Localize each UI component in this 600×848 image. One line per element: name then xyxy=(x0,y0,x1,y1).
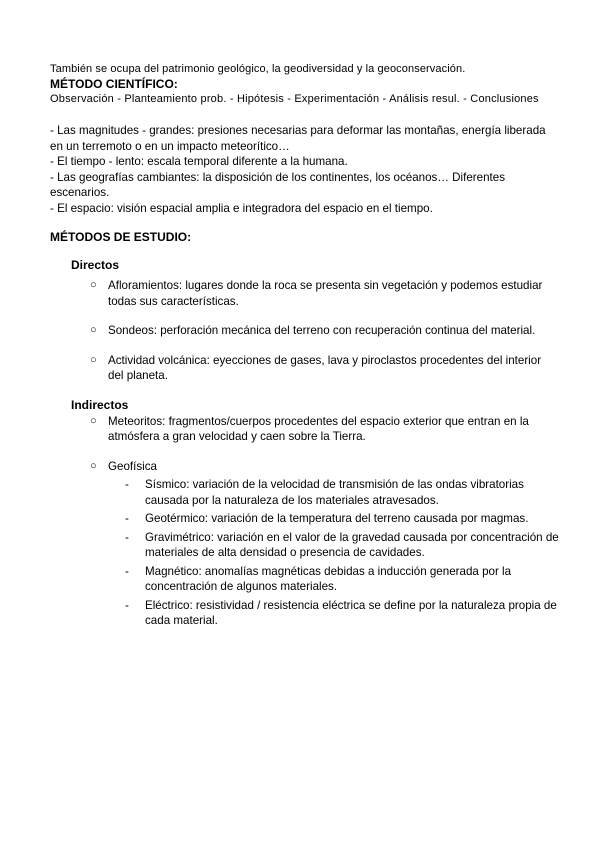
dash-bullet-icon: - xyxy=(125,530,129,544)
list-item xyxy=(125,511,560,527)
indirectos-title: Indirectos xyxy=(71,397,129,412)
list-item-text: Actividad volcánica: eyecciones de gases, lava y piroclastos procedentes del interior del planeta. xyxy=(108,353,542,382)
circle-bullet-icon: ○ xyxy=(90,353,97,366)
dash-bullet-icon: - xyxy=(125,598,129,612)
list-item xyxy=(90,353,558,384)
dash-bullet-icon: - xyxy=(125,564,129,578)
list-item xyxy=(90,323,558,339)
list-item-text: Geotérmico: variación de la temperatura del terreno causada por magmas. xyxy=(145,512,529,525)
list-item xyxy=(125,564,560,595)
list-item xyxy=(125,530,560,561)
list-item xyxy=(125,598,560,629)
list-item xyxy=(125,477,560,508)
directos-list xyxy=(50,278,560,384)
metodo-cientifico-title: MÉTODO CIENTÍFICO: xyxy=(50,77,178,91)
intro-text: También se ocupa del patrimonio geológico, la geodiversidad y la geoconservación. xyxy=(50,63,466,75)
circle-bullet-icon: ○ xyxy=(90,459,97,472)
metodo-cientifico-steps: Observación - Planteamiento prob. - Hipótesis - Experimentación - Análisis resul. - Conclusiones xyxy=(50,93,539,105)
list-item-text: Afloramientos: lugares donde la roca se presenta sin vegetación y podemos estudiar todas sus características. xyxy=(108,279,543,308)
directos-title: Directos xyxy=(71,258,120,272)
characteristic-magnitudes: - Las magnitudes - grandes: presiones necesarias para deformar las montañas, energía liberada en un terremoto o en un impacto meteorítico… xyxy=(50,124,546,153)
list-item-text: Geofísica xyxy=(108,459,157,473)
list-item xyxy=(90,414,558,445)
metodos-estudio-title: MÉTODOS DE ESTUDIO: xyxy=(50,230,192,244)
dash-bullet-icon: - xyxy=(125,512,129,525)
list-item xyxy=(90,459,558,475)
characteristic-tiempo: - El tiempo - lento: escala temporal diferente a la humana. xyxy=(50,155,348,168)
characteristic-espacio: - El espacio: visión espacial amplia e integradora del espacio en el tiempo. xyxy=(50,201,433,215)
circle-bullet-icon: ○ xyxy=(90,324,97,336)
list-item xyxy=(90,278,558,309)
list-item-text: Gravimétrico: variación en el valor de la gravedad causada por concentración de materiales de alta densidad o presencia de cavidades. xyxy=(145,530,559,559)
circle-bullet-icon: ○ xyxy=(90,279,97,291)
indirectos-list xyxy=(50,414,560,475)
list-item-text: Eléctrico: resistividad / resistencia eléctrica se define por la naturaleza propia de cada material. xyxy=(145,598,557,627)
geofisica-list xyxy=(50,477,560,629)
list-item-text: Sondeos: perforación mecánica del terreno con recuperación continua del material. xyxy=(108,324,536,337)
document-page xyxy=(50,62,560,632)
characteristic-geografias: - Las geografías cambiantes: la disposición de los continentes, los océanos… Diferentes escenarios. xyxy=(50,170,505,199)
list-item-text: Meteoritos: fragmentos/cuerpos procedentes del espacio exterior que entran en la atmósfera a gran velocidad y caen sobre la Tierra. xyxy=(108,414,529,443)
list-item-text: Magnético: anomalías magnéticas debidas a inducción generada por la concentración de algunos materiales. xyxy=(145,564,512,593)
circle-bullet-icon: ○ xyxy=(90,414,97,427)
dash-bullet-icon: - xyxy=(125,478,129,491)
list-item-text: Sísmico: variación de la velocidad de transmisión de las ondas vibratorias causada por la naturaleza de los materiales atravesados. xyxy=(145,478,524,507)
